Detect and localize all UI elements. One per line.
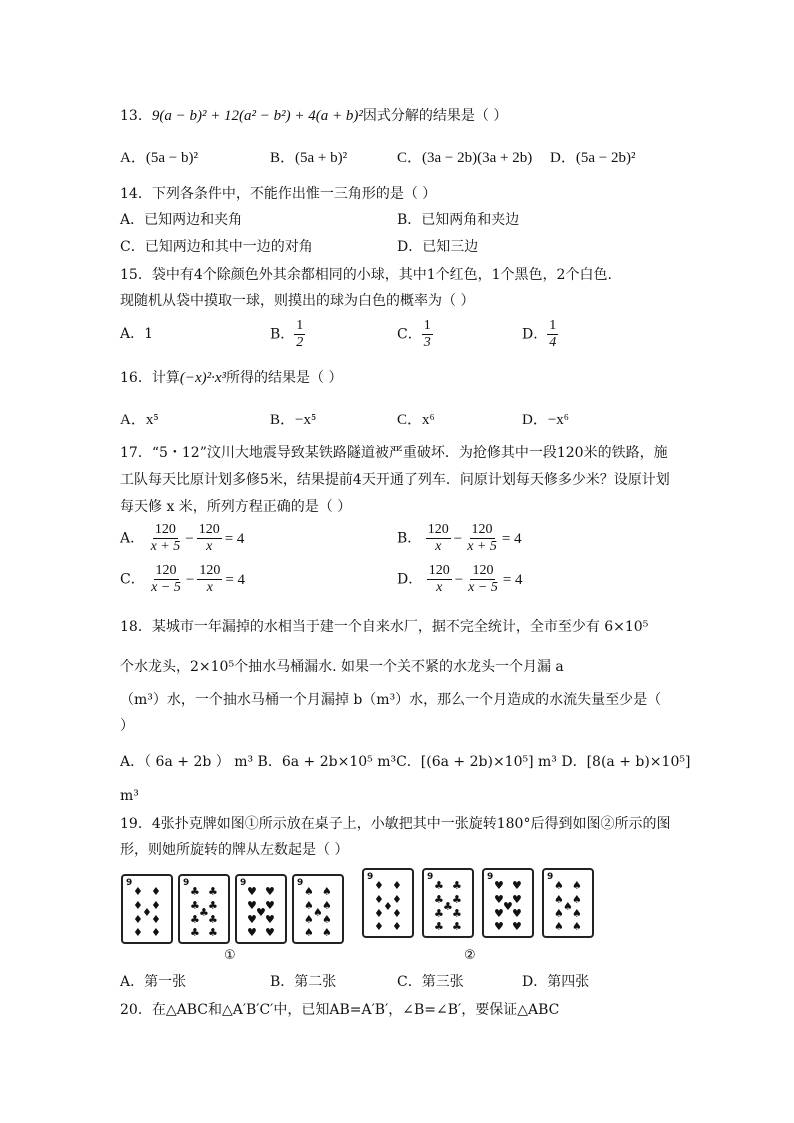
q17-option-a: A． $\frac{120}{x + 5}$ − $\frac{120}{x}$ = 4	[120, 522, 245, 554]
q17-line-1: 17．“5・12”汶川大地震导致某铁路隧道被严重破坏．为抢修其中一段120米的铁路，施	[120, 445, 668, 461]
figure2-card-1: 9 ♦ ♦ ♦ ♦ ♦ ♦ ♦ ♦ ♦	[362, 868, 414, 938]
q18-line-1: 18．某城市一年漏掉的水相当于建一个自来水厂，据不完全统计，全市至少有 6×10⁵	[120, 619, 649, 635]
q16-option-c: C．x⁶	[397, 412, 435, 428]
figure2-label: ②	[464, 948, 476, 963]
q13-option-b: B．(5a + b)²	[270, 150, 348, 166]
q15-line-2: 现随机从袋中摸取一球，则摸出的球为白色的概率为（ ）	[120, 293, 475, 309]
fraction: $\frac{1}{3}$	[423, 318, 431, 350]
figure2-card-4: 9 ♠ ♠ ♠ ♠ ♠ ♠ ♠ ♠ ♠	[542, 868, 594, 938]
figure1-card-3: 9 ♥ ♥ ♥ ♥ ♥ ♥ ♥ ♥ ♥	[235, 874, 287, 944]
q13-text: 因式分解的结果是（ ）	[362, 108, 508, 124]
q14-option-b: B．已知两角和夹边	[397, 212, 520, 228]
q19-option-a: A．第一张	[120, 974, 187, 990]
q16-expression: (−x)²·x³	[179, 370, 226, 386]
q14-option-d: D．已知三边	[397, 239, 479, 255]
figure2-card-2: 9 ♣ ♣ ♣ ♣ ♣ ♣ ♣ ♣ ♣	[422, 868, 474, 938]
q19-line-2: 形，则她所旋转的牌从左数起是（ ）	[120, 842, 349, 858]
q17-option-d: D． $\frac{120}{x}$ − $\frac{120}{x - 5}$ = 4	[397, 563, 523, 595]
figure1-card-1: 9 ♦ ♦ ♦ ♦ ♦ ♦ ♦ ♦ ♦	[121, 874, 173, 944]
fraction: $\frac{1}{2}$	[296, 318, 304, 350]
q16-option-a: A．x⁵	[120, 412, 159, 428]
q16-stem: 16．计算(−x)²·x³所得的结果是（ ）	[120, 370, 343, 386]
figure1-label: ①	[224, 948, 236, 963]
q18-line-3: （m³）水，一个抽水马桶一个月漏掉 b（m³）水，那么一个月造成的水流失量至少是（	[120, 692, 662, 708]
q14-stem: 14．下列各条件中，不能作出惟一三角形的是（ ）	[120, 186, 437, 202]
q15-option-c: C． $\frac{1}{3}$	[397, 318, 431, 350]
q15-line-1: 15．袋中有4个除颜色外其余都相同的小球，其中1个红色，1个黑色，2个白色.	[120, 267, 612, 283]
q19-option-c: C．第三张	[397, 974, 464, 990]
q17-line-2: 工队每天比原计划多修5米，结果提前4天开通了列车．问原计划每天修多少米？设原计划	[120, 472, 670, 488]
q14-option-a: A．已知两边和夹角	[120, 212, 243, 228]
q13-expression: 9(a − b)² + 12(a² − b²) + 4(a + b)²	[151, 108, 363, 124]
fraction: $\frac{1}{4}$	[549, 318, 557, 350]
q14-option-c: C．已知两边和其中一边的对角	[120, 239, 313, 255]
q18-tail: m³	[120, 788, 139, 804]
q19-option-d: D．第四张	[522, 974, 590, 990]
q15-option-d: D． $\frac{1}{4}$	[522, 318, 557, 350]
q16-option-d: D．−x⁶	[522, 412, 570, 428]
q19-line-1: 19．4张扑克牌如图①所示放在桌子上，小敏把其中一张旋转180°后得到如图②所示的图	[120, 816, 671, 832]
figure1-card-4: 9 ♠ ♠ ♠ ♠ ♠ ♠ ♠ ♠ ♠	[292, 874, 344, 944]
q13-option-a: A．(5a − b)²	[120, 150, 198, 166]
q13-number: 13．	[120, 108, 152, 124]
q17-option-c: C． $\frac{120}{x - 5}$ − $\frac{120}{x}$ = 4	[120, 563, 246, 595]
q15-option-b: B． $\frac{1}{2}$	[270, 318, 304, 350]
figure1-card-2: 9 ♣ ♣ ♣ ♣ ♣ ♣ ♣ ♣ ♣	[178, 874, 230, 944]
q13-stem	[120, 106, 507, 126]
q17-option-b: B． $\frac{120}{x}$ − $\frac{120}{x + 5}$ = 4	[397, 522, 522, 554]
q20-line-1: 20．在△ABC和△A′B′C′中，已知AB=A′B′，∠B=∠B′，要保证△ABC	[120, 1002, 560, 1018]
q18-line-4: ）	[120, 718, 134, 734]
q18-line-2: 个水龙头，2×10⁵个抽水马桶漏水. 如果一个关不紧的水龙头一个月漏 a	[120, 659, 564, 675]
q17-line-3: 每天修 x 米，所列方程正确的是（ ）	[120, 499, 352, 515]
q15-option-a: A．1	[120, 326, 154, 342]
q16-option-b: B．−x⁵	[270, 412, 317, 428]
q13-option-d: D．(5a − 2b)²	[550, 150, 636, 166]
q13-option-c: C．(3a − 2b)(3a + 2b)	[397, 150, 533, 166]
q18-options: A．（ 6a + 2b ） m³ B．6a + 2b×10⁵ m³C．[(6a + 2b)×10⁵] m³ D．[8(a + b)×10⁵]	[120, 754, 691, 770]
q19-option-b: B．第二张	[270, 974, 337, 990]
figure2-card-3: 9 ♥ ♥ ♥ ♥ ♥ ♥ ♥ ♥ ♥	[482, 868, 534, 938]
